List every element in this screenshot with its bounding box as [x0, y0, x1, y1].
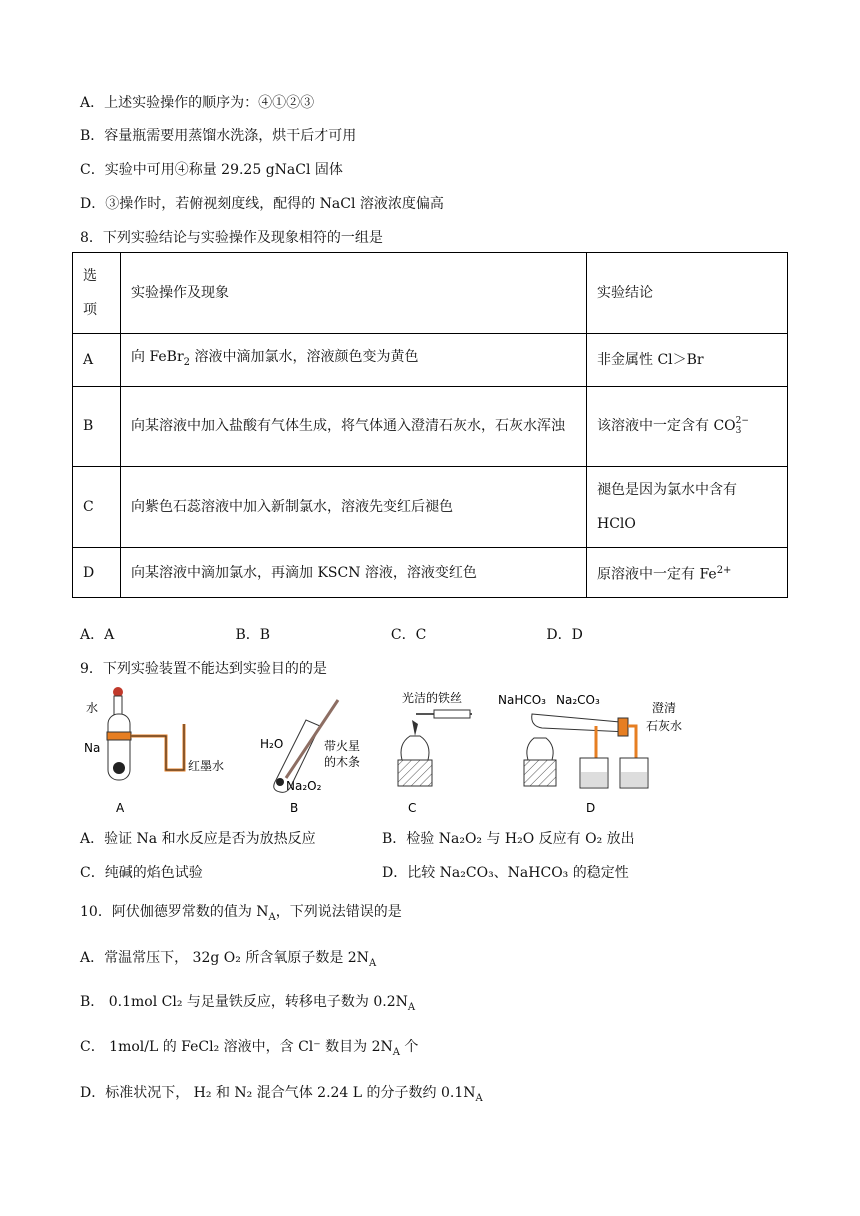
- q10-option-c: C． 1mol/L 的 FeCl₂ 溶液中，含 Cl⁻ 数目为 $2N_A$ 个: [80, 1039, 419, 1058]
- svg-text:Na: Na: [84, 741, 101, 755]
- svg-text:澄清: 澄清: [652, 701, 677, 715]
- q9-option-b: B．检验 Na₂O₂ 与 H₂O 反应有 O₂ 放出: [382, 831, 635, 847]
- choice-b: B．B: [235, 627, 271, 643]
- choice-c: C．C: [390, 627, 427, 643]
- apparatus-b: [260, 700, 360, 815]
- q9-option-a: A．验证 Na 和水反应是否为放热反应: [80, 831, 316, 847]
- table-header-row: [73, 253, 788, 334]
- svg-text:红墨水: 红墨水: [188, 759, 225, 773]
- q9-option-d: D．比较 Na₂CO₃、NaHCO₃ 的稳定性: [382, 865, 629, 881]
- svg-text:H₂O: H₂O: [260, 737, 284, 751]
- q10-option-b: B． 0.1mol Cl₂ 与足量铁反应，转移电子数为 $0.2N_A$: [80, 994, 416, 1013]
- q7-option-c: C．实验中可用④称量 29.25 gNaCl 固体: [80, 162, 343, 178]
- q9-option-c: C．纯碱的焰色试验: [80, 865, 203, 881]
- table-row: A 向 FeBr$_2$ 溶液中滴加氯水，溶液颜色变为黄色 非金属性 Cl＞Br: [73, 334, 788, 387]
- svg-text:水: 水: [86, 701, 99, 715]
- q7-option-b: B．容量瓶需要用蒸馏水洗涤，烘干后才可用: [80, 128, 357, 144]
- q10-stem: 10．阿伏伽德罗常数的值为 $N_A$，下列说法错误的是: [80, 904, 402, 923]
- svg-text:D: D: [586, 801, 596, 815]
- svg-text:石灰水: 石灰水: [646, 719, 683, 733]
- apparatus-d: [498, 693, 682, 815]
- q7-option-a: A．上述实验操作的顺序为：④①②③: [80, 95, 315, 111]
- svg-text:C: C: [408, 801, 417, 815]
- q8-stem: 8．下列实验结论与实验操作及现象相符的一组是: [80, 230, 383, 246]
- apparatus-a: [84, 687, 224, 815]
- svg-text:NaHCO₃: NaHCO₃: [498, 693, 546, 707]
- svg-text:A: A: [116, 801, 125, 815]
- apparatus-figure: [80, 684, 700, 820]
- svg-text:光洁的铁丝: 光洁的铁丝: [402, 691, 463, 705]
- svg-text:Na₂CO₃: Na₂CO₃: [556, 693, 600, 707]
- q7-option-d: D．③操作时，若俯视刻度线，配得的 NaCl 溶液浓度偏高: [80, 196, 444, 212]
- svg-text:B: B: [290, 801, 299, 815]
- table-row: D 向某溶液中滴加氯水，再滴加 KSCN 溶液，溶液变红色 原溶液中一定有 $Fe^{2+}$: [73, 547, 788, 598]
- q8-table: [72, 252, 788, 598]
- sodium-icon: [113, 762, 125, 774]
- q8-choices: [80, 624, 697, 644]
- svg-text:的木条: 的木条: [324, 755, 361, 769]
- svg-text:Na₂O₂: Na₂O₂: [286, 779, 322, 793]
- choice-d: D．D: [546, 627, 583, 643]
- table-row: B 向某溶液中加入盐酸有气体生成，将气体通入澄清石灰水，石灰水浑浊 该溶液中一定含有 CO 2− 3: [73, 386, 788, 466]
- q10-option-d: D．标准状况下， H₂ 和 N₂ 混合气体 2.24 L 的分子数约 $0.1N_A$: [80, 1085, 483, 1104]
- svg-text:带火星: 带火星: [324, 739, 361, 753]
- q10-option-a: A．常温常压下， 32g O₂ 所含氧原子数是 $2N_A$: [80, 950, 377, 969]
- table-row: C 向紫色石蕊溶液中加入新制氯水，溶液先变红后褪色 褪色是因为氯水中含有 HClO: [73, 466, 788, 547]
- header-conclusion: 实验结论: [587, 253, 788, 334]
- choice-a: A．A: [80, 627, 115, 643]
- header-option: 选 项: [73, 253, 121, 334]
- q9-stem: 9．下列实验装置不能达到实验目的的是: [80, 661, 327, 677]
- apparatus-c: [398, 690, 472, 815]
- header-operation: 实验操作及现象: [121, 253, 587, 334]
